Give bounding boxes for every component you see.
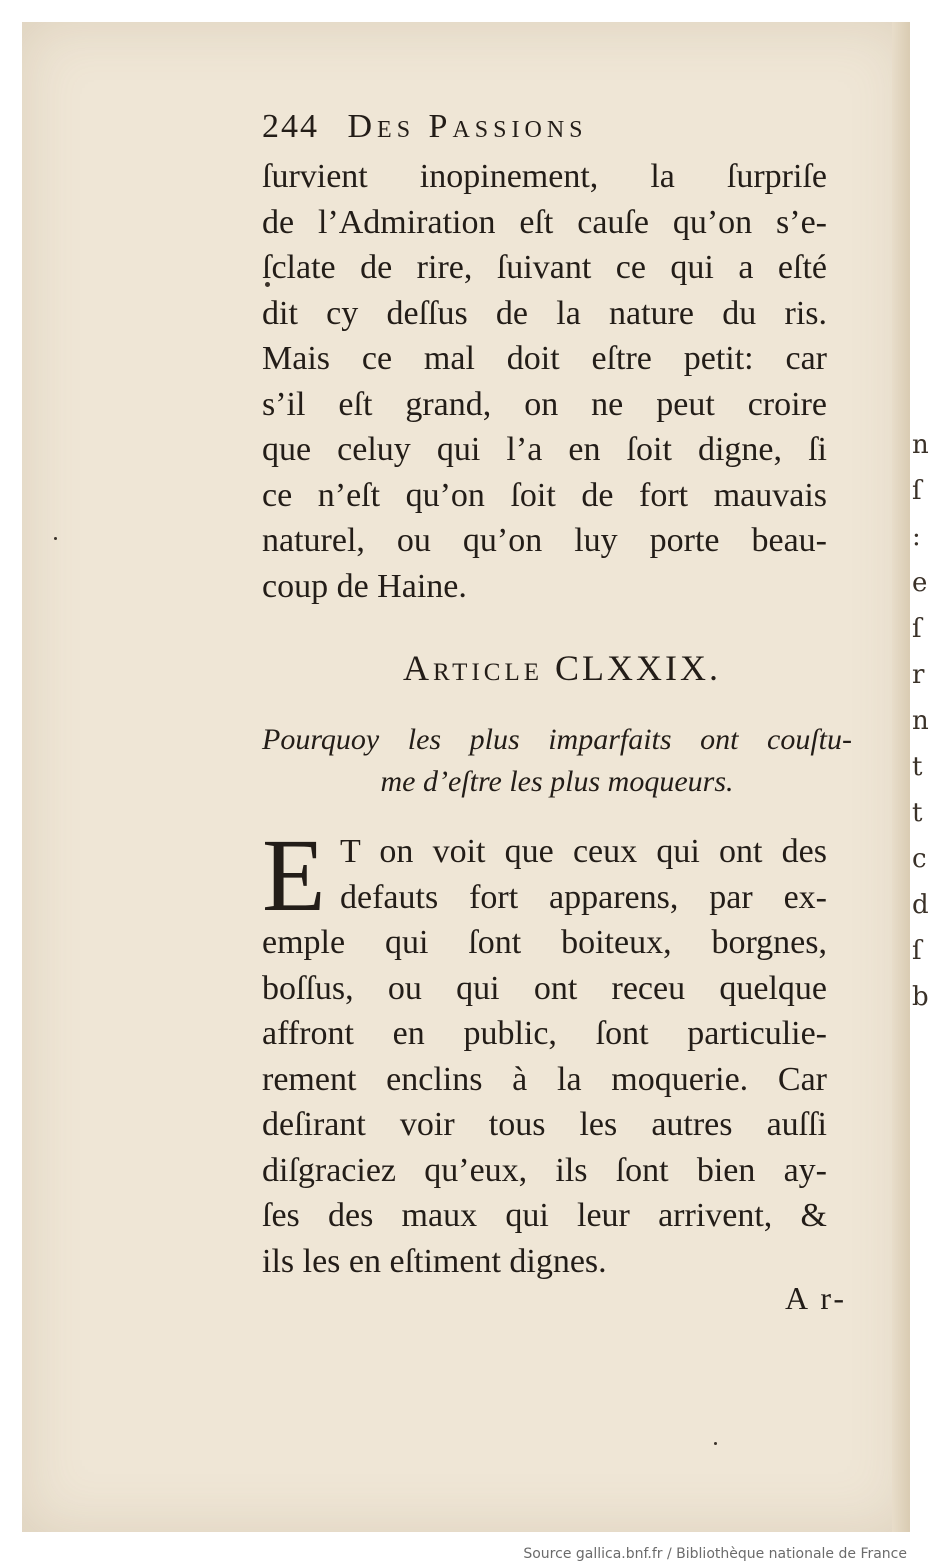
article-paragraph	[262, 818, 862, 1284]
text-line: dit cy deſſus de la nature du ris.	[262, 294, 827, 332]
facing-page-fragment: n	[912, 430, 929, 460]
ink-speck	[54, 537, 57, 540]
text-line: affront en public, ſont particulie-	[262, 1015, 827, 1052]
facing-page-fragment: n	[912, 706, 929, 736]
facing-page-fragment: ſ	[912, 476, 922, 506]
text-line: ſurvient inopinement, la ſurpriſe	[262, 158, 827, 195]
subtitle-line: me d’eſtre les plus moqueurs.	[380, 765, 734, 798]
running-title: Des Passions	[347, 108, 588, 145]
article-heading-word: Article	[403, 648, 543, 688]
text-line: defauts fort apparens, par ex-	[340, 878, 827, 916]
facing-page-fragment: :	[912, 522, 921, 552]
text-line: emple qui ſont boiteux, borgnes,	[262, 924, 827, 961]
article-subtitle	[262, 719, 852, 803]
facing-page-fragment: t	[912, 798, 923, 828]
text-line: rement enclins à la moquerie. Car	[262, 1060, 827, 1098]
text-line: boſſus, ou qui ont receu quelque	[262, 969, 827, 1007]
facing-page-fragment: e	[912, 568, 928, 598]
source-credit: Source gallica.bnf.fr / Bibliothèque nationale de France	[523, 1546, 907, 1562]
text-line: T on voit que ceux qui ont des	[340, 833, 827, 870]
facing-page-fragment: d	[912, 890, 929, 920]
subtitle-line: Pourquoy les plus imparfaits ont couſtu-	[262, 723, 852, 756]
facing-page-fragment: r	[912, 660, 925, 690]
drop-cap: E	[262, 818, 326, 933]
page-number: 244	[262, 108, 319, 145]
text-line: naturel, ou qu’on luy porte beau-	[262, 522, 827, 559]
page-edge	[892, 22, 910, 1532]
article-heading	[262, 643, 862, 693]
text-line: coup de Haine.	[262, 567, 467, 605]
text-line: diſgraciez qu’eux, ils ſont bien ay-	[262, 1151, 827, 1189]
catchword: A r-	[785, 1280, 848, 1316]
facing-page-fragment: ſ	[912, 614, 922, 644]
running-head	[262, 100, 862, 154]
text-line: ſclate de rire, ſuivant ce qui a eſté	[262, 249, 827, 286]
page-text-block	[262, 100, 862, 1284]
facing-page-fragment: t	[912, 752, 923, 782]
article-heading-number: CLXXIX.	[555, 648, 721, 688]
ink-speck	[714, 1442, 717, 1445]
text-line: deſirant voir tous les autres auſſi	[262, 1106, 827, 1143]
text-line: s’il eſt grand, on ne peut croire	[262, 385, 827, 423]
text-line: ils les en eſtiment dignes.	[262, 1242, 607, 1280]
facing-page-fragment: ſ	[912, 936, 922, 966]
text-line: que celuy qui l’a en ſoit digne, ſi	[262, 431, 827, 468]
text-line: de l’Admiration eſt cauſe qu’on s’e-	[262, 203, 827, 241]
text-line: Mais ce mal doit eſtre petit: car	[262, 340, 827, 377]
text-line: ſes des maux qui leur arrivent, &	[262, 1197, 827, 1234]
facing-page-fragment: c	[912, 844, 927, 874]
text-line: ce n’eſt qu’on ſoit de fort mauvais	[262, 476, 827, 514]
facing-page-fragment: b	[912, 982, 929, 1012]
